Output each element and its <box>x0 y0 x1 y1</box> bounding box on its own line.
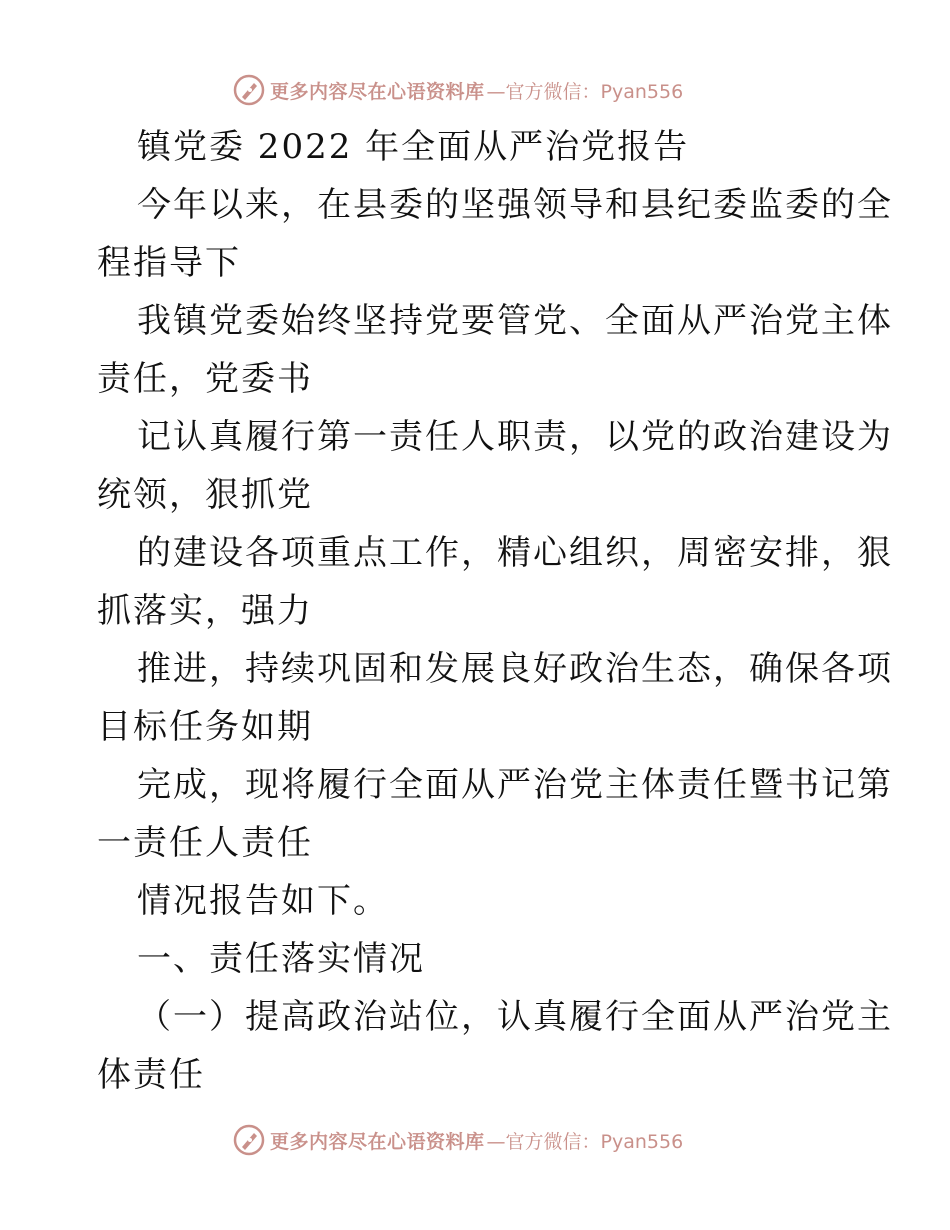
watermark-banner-bottom <box>232 1122 683 1158</box>
watermark-suffix: —官方微信：Pyan556 <box>486 80 684 103</box>
pen-nib-circle-icon <box>232 73 266 107</box>
paragraph-line: 完成，现将履行全面从严治党主体责任暨书记第 <box>137 765 893 805</box>
paragraph-line: 的建设各项重点工作，精心组织，周密安排，狠 <box>137 533 893 573</box>
paragraph-line: 抓落实，强力 <box>97 591 313 631</box>
paragraph-line: 情况报告如下。 <box>137 881 389 921</box>
paragraph-line: 统领，狠抓党 <box>97 475 313 515</box>
paragraph-line: 目标任务如期 <box>97 707 313 747</box>
paragraph-line: 一责任人责任 <box>97 823 313 863</box>
watermark-suffix: —官方微信：Pyan556 <box>486 1130 684 1153</box>
paragraph-line: 我镇党委始终坚持党要管党、全面从严治党主体 <box>137 301 893 341</box>
document-title: 镇党委 2022 年全面从严治党报告 <box>137 127 690 167</box>
section-heading: 一、责任落实情况 <box>137 939 425 979</box>
watermark-text: 更多内容尽在心语资料库 <box>270 1130 485 1153</box>
pen-nib-circle-icon <box>232 1123 266 1157</box>
watermark-banner-top <box>232 72 683 108</box>
paragraph-line: 程指导下 <box>97 243 241 283</box>
paragraph-line: 今年以来，在县委的坚强领导和县纪委监委的全 <box>137 185 893 225</box>
document-body <box>97 118 893 1104</box>
paragraph-line: 记认真履行第一责任人职责，以党的政治建设为 <box>137 417 893 457</box>
paragraph-line: 责任，党委书 <box>97 359 313 399</box>
subsection-heading: （一）提高政治站位，认真履行全面从严治党主 <box>137 997 893 1037</box>
paragraph-line: 推进，持续巩固和发展良好政治生态，确保各项 <box>137 649 893 689</box>
watermark-text: 更多内容尽在心语资料库 <box>270 80 485 103</box>
subsection-heading-cont: 体责任 <box>97 1055 205 1095</box>
